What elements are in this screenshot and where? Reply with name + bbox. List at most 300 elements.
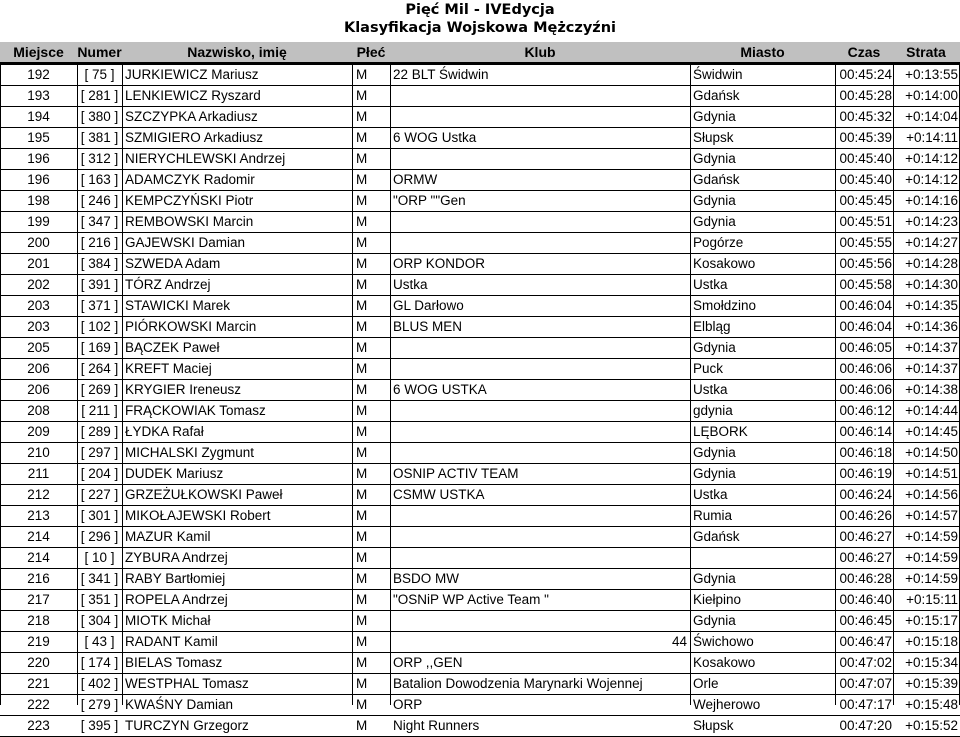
table-row: [0, 506, 960, 527]
column-header-numer: Numer: [77, 44, 122, 60]
cell-numer: [ 227 ]: [80, 487, 119, 502]
cell-plec: M: [356, 298, 368, 313]
cell-klub: CSMW USTKA: [393, 487, 485, 502]
cell-plec: M: [356, 67, 368, 82]
cell-miejsce: 203: [27, 298, 50, 313]
cell-klub: 6 WOG USTKA: [393, 382, 487, 397]
cell-czas: 00:46:28: [839, 571, 892, 586]
cell-strata: +0:15:18: [905, 634, 958, 649]
cell-miasto: Gdynia: [693, 109, 736, 124]
cell-strata: +0:15:34: [905, 655, 958, 670]
cell-klub: 22 BLT Świdwin: [393, 67, 489, 82]
cell-numer: [ 380 ]: [80, 109, 119, 124]
cell-czas: 00:45:45: [839, 193, 892, 208]
cell-numer: [ 381 ]: [80, 130, 119, 145]
cell-strata: +0:14:27: [905, 235, 958, 250]
cell-czas: 00:46:27: [839, 550, 892, 565]
cell-miejsce: 206: [27, 361, 50, 376]
cell-nazwisko: RABY Bartłomiej: [125, 571, 226, 586]
cell-numer: [ 301 ]: [80, 508, 119, 523]
cell-nazwisko: ADAMCZYK Radomir: [125, 172, 255, 187]
column-divider: [893, 65, 894, 705]
cell-klub: [393, 86, 688, 106]
cell-plec: M: [356, 277, 368, 292]
cell-plec: M: [356, 466, 368, 481]
cell-miejsce: 218: [27, 613, 50, 628]
cell-nazwisko: MICHALSKI Zygmunt: [125, 445, 255, 460]
cell-czas: 00:47:17: [839, 697, 892, 712]
cell-numer: [ 281 ]: [80, 88, 119, 103]
cell-numer: [ 341 ]: [80, 571, 119, 586]
cell-miasto: Gdynia: [693, 340, 736, 355]
cell-czas: 00:46:19: [839, 466, 892, 481]
cell-strata: +0:14:59: [905, 571, 958, 586]
cell-nazwisko: SZCZYPKA Arkadiusz: [125, 109, 258, 124]
cell-miasto: Gdynia: [693, 193, 736, 208]
table-row: [0, 443, 960, 464]
cell-miejsce: 223: [27, 718, 50, 733]
cell-miasto: Kosakowo: [693, 256, 756, 271]
cell-numer: [ 163 ]: [80, 172, 119, 187]
cell-numer: [ 204 ]: [80, 466, 119, 481]
cell-miasto: Ustka: [693, 277, 728, 292]
cell-numer: [ 395 ]: [80, 718, 119, 733]
cell-klub: [393, 212, 688, 232]
cell-miasto: Gdańsk: [693, 88, 740, 103]
cell-nazwisko: TÓRZ Andrzej: [125, 277, 211, 292]
table-header: [0, 42, 960, 62]
cell-plec: M: [356, 340, 368, 355]
cell-miejsce: 216: [27, 571, 50, 586]
cell-strata: +0:14:11: [906, 130, 958, 145]
cell-miejsce: 193: [27, 88, 50, 103]
cell-miejsce: 213: [27, 508, 50, 523]
cell-nazwisko: DUDEK Mariusz: [125, 466, 224, 481]
cell-czas: 00:46:14: [839, 424, 892, 439]
table-row: [0, 485, 960, 506]
cell-miasto: Pogórze: [693, 235, 744, 250]
column-header-klub: Klub: [524, 44, 556, 60]
cell-miasto: Słupsk: [693, 718, 734, 733]
cell-klub: ORP KONDOR: [393, 256, 486, 271]
cell-nazwisko: ŁYDKA Rafał: [125, 424, 204, 439]
cell-miasto: Smołdzino: [693, 298, 757, 313]
cell-numer: [ 351 ]: [80, 592, 119, 607]
cell-nazwisko: PIÓRKOWSKI Marcin: [125, 319, 257, 334]
cell-numer: [ 174 ]: [80, 655, 119, 670]
cell-czas: 00:45:56: [839, 256, 892, 271]
cell-czas: 00:46:05: [839, 340, 892, 355]
cell-czas: 00:45:39: [839, 130, 892, 145]
cell-miasto: Gdańsk: [693, 172, 740, 187]
cell-miasto: LĘBORK: [693, 424, 748, 439]
cell-czas: 00:46:18: [839, 445, 892, 460]
cell-numer: [ 391 ]: [80, 277, 119, 292]
cell-strata: +0:13:55: [905, 67, 958, 82]
column-header-miasto: Miasto: [740, 44, 785, 60]
cell-klub: [393, 149, 688, 169]
cell-numer: [ 347 ]: [80, 214, 119, 229]
table-row: [0, 86, 960, 107]
cell-czas: 00:45:40: [839, 151, 892, 166]
cell-miasto: Kiełpino: [693, 592, 742, 607]
cell-strata: +0:14:37: [905, 361, 958, 376]
cell-plec: M: [356, 403, 368, 418]
cell-miasto: Gdynia: [693, 571, 736, 586]
cell-numer: [ 384 ]: [80, 256, 119, 271]
column-header-strata: Strata: [906, 44, 946, 60]
cell-numer: [ 246 ]: [80, 193, 119, 208]
cell-numer: [ 289 ]: [80, 424, 119, 439]
cell-nazwisko: BIELAS Tomasz: [125, 655, 223, 670]
cell-miasto: Puck: [693, 361, 724, 376]
cell-klub: ORP ,,GEN: [393, 655, 463, 670]
table-row: [0, 317, 960, 338]
cell-numer: [ 371 ]: [80, 298, 119, 313]
cell-klub: BSDO MW: [393, 571, 459, 586]
cell-numer: [ 10 ]: [84, 550, 115, 565]
cell-czas: 00:47:20: [839, 718, 892, 733]
cell-klub: OSNIP ACTIV TEAM: [393, 466, 519, 481]
cell-nazwisko: MAZUR Kamil: [125, 529, 211, 544]
cell-strata: +0:14:59: [905, 529, 958, 544]
table-row: [0, 296, 960, 317]
cell-klub: GL Darłowo: [393, 298, 464, 313]
cell-klub: [393, 548, 688, 568]
table-row: [0, 611, 960, 632]
cell-plec: M: [356, 676, 368, 691]
table-row: [0, 65, 960, 86]
cell-nazwisko: SZMIGIERO Arkadiusz: [125, 130, 264, 145]
cell-numer: [ 269 ]: [80, 382, 119, 397]
cell-miejsce: 205: [27, 340, 50, 355]
page-title: Pięć Mil - IVEdycja: [405, 2, 555, 18]
column-divider: [390, 65, 391, 705]
cell-czas: 00:45:58: [839, 277, 892, 292]
cell-nazwisko: KRYGIER Ireneusz: [125, 382, 242, 397]
column-header-czas: Czas: [847, 44, 881, 60]
cell-klub: [393, 506, 688, 526]
cell-czas: 00:46:27: [839, 529, 892, 544]
cell-plec: M: [356, 361, 368, 376]
cell-strata: +0:14:50: [905, 445, 958, 460]
cell-plec: M: [356, 235, 368, 250]
cell-plec: M: [356, 655, 368, 670]
cell-klub: [393, 359, 688, 379]
cell-numer: [ 279 ]: [80, 697, 119, 712]
cell-numer: [ 75 ]: [84, 67, 115, 82]
cell-plec: M: [356, 613, 368, 628]
cell-miejsce: 203: [27, 319, 50, 334]
table-row: [0, 275, 960, 296]
table-row: [0, 191, 960, 212]
cell-numer: [ 264 ]: [80, 361, 119, 376]
table-row: [0, 107, 960, 128]
cell-czas: 00:45:24: [839, 67, 892, 82]
cell-plec: M: [356, 697, 368, 712]
cell-nazwisko: KWAŚNY Damian: [125, 697, 234, 712]
cell-nazwisko: TURCZYN Grzegorz: [125, 718, 249, 733]
page-subtitle: Klasyfikacja Wojskowa Mężczyźni: [343, 20, 617, 36]
cell-miasto: Gdynia: [693, 466, 736, 481]
cell-miasto: Ustka: [693, 487, 728, 502]
cell-plec: M: [356, 508, 368, 523]
cell-strata: +0:14:23: [905, 214, 958, 229]
cell-strata: +0:14:35: [905, 298, 958, 313]
cell-strata: +0:14:59: [905, 550, 958, 565]
cell-strata: +0:14:37: [905, 340, 958, 355]
cell-numer: [ 297 ]: [80, 445, 119, 460]
table-row: [0, 674, 960, 695]
cell-miejsce: 214: [27, 550, 50, 565]
cell-plec: M: [356, 88, 368, 103]
cell-plec: M: [356, 193, 368, 208]
cell-plec: M: [356, 130, 368, 145]
cell-klub: Night Runners: [393, 718, 480, 733]
cell-miasto: gdynia: [693, 403, 733, 418]
cell-numer: [ 296 ]: [80, 529, 119, 544]
cell-miasto: Elbląg: [693, 319, 731, 334]
cell-miasto: Rumia: [693, 508, 733, 523]
table-row: [0, 569, 960, 590]
cell-czas: 00:46:40: [839, 592, 892, 607]
column-divider: [835, 65, 836, 705]
cell-numer: [ 102 ]: [80, 319, 119, 334]
table-row: [0, 359, 960, 380]
cell-nazwisko: MIOTK Michał: [125, 613, 211, 628]
cell-klub: [393, 401, 688, 421]
table-row: [0, 716, 960, 737]
cell-miasto: Wejherowo: [693, 697, 761, 712]
cell-strata: +0:15:52: [905, 718, 958, 733]
results-table-body: [0, 65, 960, 737]
cell-miejsce: 210: [27, 445, 50, 460]
cell-plec: M: [356, 571, 368, 586]
cell-miejsce: 192: [27, 67, 50, 82]
cell-plec: M: [356, 172, 368, 187]
cell-nazwisko: LENKIEWICZ Ryszard: [125, 88, 261, 103]
cell-nazwisko: REMBOWSKI Marcin: [125, 214, 254, 229]
cell-czas: 00:45:55: [839, 235, 892, 250]
table-row: [0, 653, 960, 674]
cell-klub: "ORP ""Gen: [393, 193, 466, 208]
cell-klub: Ustka: [393, 277, 428, 292]
cell-czas: 00:45:51: [839, 214, 892, 229]
cell-miejsce: 199: [27, 214, 50, 229]
cell-miejsce: 202: [27, 277, 50, 292]
cell-klub: 44: [671, 634, 687, 649]
cell-czas: 00:46:26: [839, 508, 892, 523]
cell-miasto: Kosakowo: [693, 655, 756, 670]
cell-klub: [393, 338, 688, 358]
cell-strata: +0:14:04: [905, 109, 958, 124]
cell-klub: BLUS MEN: [393, 319, 463, 334]
cell-plec: M: [356, 214, 368, 229]
table-row: [0, 338, 960, 359]
column-header-nazwisko: Nazwisko, imię: [187, 44, 287, 60]
cell-strata: +0:14:28: [905, 256, 958, 271]
cell-czas: 00:45:28: [839, 88, 892, 103]
cell-plec: M: [356, 529, 368, 544]
cell-plec: M: [356, 151, 368, 166]
cell-miejsce: 212: [27, 487, 50, 502]
cell-strata: +0:14:00: [905, 88, 958, 103]
table-row: [0, 548, 960, 569]
cell-miejsce: 194: [27, 109, 50, 124]
cell-nazwisko: FRĄCKOWIAK Tomasz: [125, 403, 266, 418]
table-row: [0, 170, 960, 191]
cell-czas: 00:46:06: [839, 361, 892, 376]
cell-plec: M: [356, 445, 368, 460]
column-divider: [352, 65, 353, 705]
cell-strata: +0:14:51: [905, 466, 958, 481]
cell-miejsce: 198: [27, 193, 50, 208]
cell-miejsce: 211: [27, 466, 50, 481]
cell-nazwisko: WESTPHAL Tomasz: [125, 676, 249, 691]
cell-strata: +0:14:57: [905, 508, 958, 523]
cell-numer: [ 216 ]: [80, 235, 119, 250]
cell-nazwisko: GAJEWSKI Damian: [125, 235, 246, 250]
table-border-left: [0, 65, 1, 705]
cell-numer: [ 312 ]: [80, 151, 119, 166]
cell-plec: M: [356, 550, 368, 565]
column-header-miejsce: Miejsce: [13, 44, 64, 60]
cell-czas: 00:46:45: [839, 613, 892, 628]
table-row: [0, 233, 960, 254]
cell-nazwisko: BĄCZEK Paweł: [125, 340, 220, 355]
column-header-plec: Płeć: [356, 44, 386, 60]
cell-miasto: Świdwin: [693, 67, 743, 82]
cell-nazwisko: STAWICKI Marek: [125, 298, 231, 313]
cell-czas: 00:47:02: [839, 655, 892, 670]
cell-klub: [393, 611, 688, 631]
table-row: [0, 590, 960, 611]
cell-nazwisko: ZYBURA Andrzej: [125, 550, 228, 565]
cell-miasto: Słupsk: [693, 130, 734, 145]
cell-miasto: Orle: [693, 676, 719, 691]
cell-miejsce: 196: [27, 151, 50, 166]
column-divider: [690, 65, 691, 705]
cell-miasto: Gdańsk: [693, 529, 740, 544]
cell-miejsce: 201: [27, 256, 50, 271]
table-row: [0, 380, 960, 401]
cell-miasto: Świchowo: [693, 634, 754, 649]
cell-plec: M: [356, 487, 368, 502]
cell-strata: +0:14:38: [905, 382, 958, 397]
cell-plec: M: [356, 256, 368, 271]
cell-miejsce: 209: [27, 424, 50, 439]
cell-numer: [ 211 ]: [81, 403, 118, 418]
cell-klub: [393, 422, 688, 442]
cell-klub: [393, 443, 688, 463]
cell-strata: +0:14:36: [905, 319, 958, 334]
cell-miejsce: 220: [27, 655, 50, 670]
cell-plec: M: [356, 319, 368, 334]
cell-strata: +0:15:17: [905, 613, 958, 628]
cell-strata: +0:14:12: [905, 172, 958, 187]
cell-plec: M: [356, 592, 368, 607]
cell-strata: +0:15:39: [905, 676, 958, 691]
cell-klub: [393, 233, 688, 253]
cell-klub: [393, 527, 688, 547]
table-row: [0, 422, 960, 443]
cell-czas: 00:47:07: [839, 676, 892, 691]
cell-plec: M: [356, 382, 368, 397]
cell-czas: 00:46:04: [839, 319, 892, 334]
cell-miasto: [693, 548, 833, 568]
cell-nazwisko: SZWEDA Adam: [125, 256, 221, 271]
cell-strata: +0:14:56: [905, 487, 958, 502]
table-row: [0, 254, 960, 275]
cell-klub: Batalion Dowodzenia Marynarki Wojennej: [393, 676, 643, 691]
cell-klub: 6 WOG Ustka: [393, 130, 477, 145]
cell-czas: 00:46:12: [839, 403, 892, 418]
cell-nazwisko: GRZEŻUŁKOWSKI Paweł: [125, 487, 283, 502]
table-row: [0, 212, 960, 233]
table-row: [0, 527, 960, 548]
column-divider: [122, 65, 123, 705]
cell-miejsce: 221: [27, 676, 50, 691]
cell-czas: 00:46:24: [839, 487, 892, 502]
table-row: [0, 695, 960, 716]
cell-nazwisko: KREFT Maciej: [125, 361, 212, 376]
cell-klub: ORMW: [393, 172, 438, 187]
cell-strata: +0:14:16: [905, 193, 958, 208]
cell-nazwisko: KEMPCZYŃSKI Piotr: [125, 193, 254, 208]
cell-miejsce: 217: [27, 592, 50, 607]
cell-numer: [ 169 ]: [80, 340, 119, 355]
cell-czas: 00:45:40: [839, 172, 892, 187]
table-row: [0, 128, 960, 149]
cell-plec: M: [356, 634, 368, 649]
cell-numer: [ 402 ]: [80, 676, 119, 691]
cell-nazwisko: NIERYCHLEWSKI Andrzej: [125, 151, 286, 166]
cell-miasto: Ustka: [693, 382, 728, 397]
cell-miasto: Gdynia: [693, 214, 736, 229]
cell-miasto: Gdynia: [693, 613, 736, 628]
cell-plec: M: [356, 424, 368, 439]
cell-strata: +0:15:48: [905, 697, 958, 712]
column-divider: [77, 65, 78, 705]
cell-numer: [ 43 ]: [84, 634, 115, 649]
cell-miasto: Gdynia: [693, 151, 736, 166]
cell-plec: M: [356, 109, 368, 124]
cell-miasto: Gdynia: [693, 445, 736, 460]
cell-strata: +0:14:12: [905, 151, 958, 166]
cell-klub: [393, 107, 688, 127]
table-row: [0, 149, 960, 170]
cell-miejsce: 200: [27, 235, 50, 250]
cell-strata: +0:15:11: [906, 592, 958, 607]
cell-nazwisko: RADANT Kamil: [125, 634, 218, 649]
cell-czas: 00:46:47: [839, 634, 892, 649]
cell-strata: +0:14:44: [905, 403, 958, 418]
cell-miejsce: 195: [27, 130, 50, 145]
cell-miejsce: 206: [27, 382, 50, 397]
table-row: [0, 632, 960, 653]
table-row: [0, 401, 960, 422]
cell-miejsce: 222: [27, 697, 50, 712]
cell-strata: +0:14:30: [905, 277, 958, 292]
cell-klub: ORP: [393, 697, 423, 712]
cell-klub: "OSNiP WP Active Team ": [393, 592, 549, 607]
cell-czas: 00:46:04: [839, 298, 892, 313]
cell-miejsce: 196: [27, 172, 50, 187]
cell-czas: 00:45:32: [839, 109, 892, 124]
cell-miejsce: 219: [27, 634, 50, 649]
cell-numer: [ 304 ]: [80, 613, 119, 628]
cell-miejsce: 214: [27, 529, 50, 544]
